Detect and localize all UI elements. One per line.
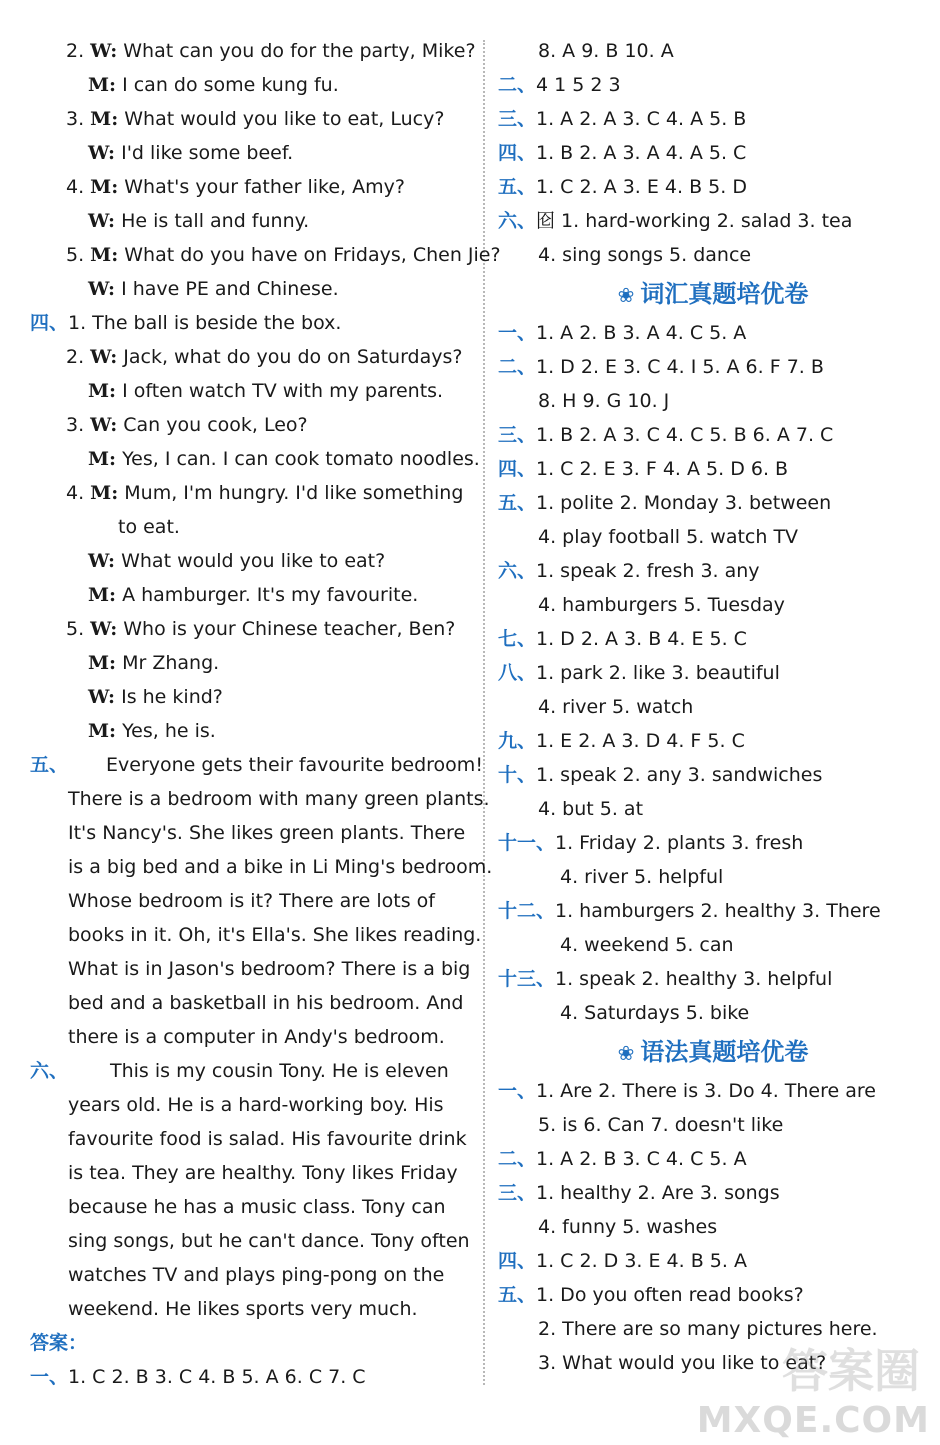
answer-line xyxy=(498,238,928,272)
answer-line xyxy=(498,996,928,1030)
dialog-text: Mum, I'm hungry. I'd like something xyxy=(118,482,464,504)
answer-line xyxy=(498,1244,928,1278)
answer-text: 4. Saturdays 5. bike xyxy=(560,1002,750,1024)
section-number: 五、 xyxy=(498,492,537,514)
section-number: 四、 xyxy=(498,142,537,164)
answer-text: 4. river 5. helpful xyxy=(560,866,724,888)
answer-line xyxy=(498,724,928,758)
answer-text: 1. B 2. A 3. A 4. A 5. C xyxy=(536,142,747,164)
passage-line xyxy=(30,918,482,952)
passage-line xyxy=(30,1088,470,1122)
answer-text: 1. Are 2. There is 3. Do 4. There are xyxy=(536,1080,876,1102)
dialog-text: Who is your Chinese teacher, Ben? xyxy=(117,618,456,640)
passage-text: Whose bedroom is it? There are lots of xyxy=(68,890,435,912)
item-number: 4. xyxy=(66,176,91,198)
answer-text: 1. D 2. E 3. C 4. I 5. A 6. F 7. B xyxy=(536,356,824,378)
answer-line xyxy=(498,1108,928,1142)
answer-line xyxy=(498,1142,928,1176)
section-heading xyxy=(498,272,928,316)
passage-line xyxy=(30,850,493,884)
item-number: 4. xyxy=(66,482,91,504)
paw-icon: ❀ xyxy=(617,283,635,307)
answer-line xyxy=(498,1074,928,1108)
item-number: 5. xyxy=(66,244,91,266)
section-number: 十三、 xyxy=(498,968,556,990)
answer-text: 5. is 6. Can 7. doesn't like xyxy=(538,1114,784,1136)
speaker-label: M: xyxy=(90,482,119,504)
answer-text: 1. speak 2. fresh 3. any xyxy=(536,560,760,582)
section-number: 一、 xyxy=(498,322,537,344)
answer-line xyxy=(498,962,928,996)
speaker-label: M: xyxy=(88,448,117,470)
answer-text: 1. polite 2. Monday 3. between xyxy=(536,492,832,514)
dialog-line xyxy=(30,476,470,510)
dialog-text: What's your father like, Amy? xyxy=(118,176,405,198)
passage-text: There is a bedroom with many green plants. xyxy=(68,788,490,810)
section-number: 五、 xyxy=(30,754,69,776)
dialog-text: What can you do for the party, Mike? xyxy=(117,40,476,62)
speaker-label: M: xyxy=(88,584,117,606)
passage-line xyxy=(30,884,470,918)
answer-line xyxy=(498,1278,928,1312)
dialog-text: Can you cook, Leo? xyxy=(117,414,308,436)
dialog-line xyxy=(30,680,470,714)
dialog-line xyxy=(30,34,476,68)
passage-text: books in it. Oh, it's Ella's. She likes reading. xyxy=(68,924,482,946)
dialog-line xyxy=(30,204,470,238)
dialog-line xyxy=(30,238,501,272)
dialog-line xyxy=(30,170,470,204)
answer-line xyxy=(498,204,928,238)
speaker-label: W: xyxy=(88,210,116,232)
dialog-text: A hamburger. It's my favourite. xyxy=(116,584,419,606)
answer-text: 1. E 2. A 3. D 4. F 5. C xyxy=(536,730,745,752)
answer-line xyxy=(498,622,928,656)
dialog-line xyxy=(30,374,470,408)
dialog-line xyxy=(30,136,470,170)
dialog-text: He is tall and funny. xyxy=(115,210,310,232)
dialog-text: I'd like some beef. xyxy=(115,142,294,164)
dialog-text: I often watch TV with my parents. xyxy=(116,380,444,402)
dialog-line xyxy=(30,646,470,680)
passage-line xyxy=(30,1054,470,1088)
answer-line xyxy=(498,860,928,894)
watermark: MXQE.COM xyxy=(696,1400,930,1441)
section-number: 五、 xyxy=(498,1284,537,1306)
section-number: 十一、 xyxy=(498,832,556,854)
section-number: 一、 xyxy=(498,1080,537,1102)
passage-text: watches TV and plays ping-pong on the xyxy=(68,1264,445,1286)
answer-text: 1. A 2. B 3. A 4. C 5. A xyxy=(536,322,747,344)
answer-text: 1. healthy 2. Are 3. songs xyxy=(536,1182,780,1204)
section-number: 二、 xyxy=(498,356,537,378)
dialog-text: Mr Zhang. xyxy=(116,652,220,674)
section-number: 一、 xyxy=(30,1366,69,1388)
passage-text: sing songs, but he can't dance. Tony often xyxy=(68,1230,470,1252)
dialog-line xyxy=(30,68,470,102)
answer-text: 1. D 2. A 3. B 4. E 5. C xyxy=(536,628,747,650)
passage-text: This is my cousin Tony. He is eleven xyxy=(110,1060,449,1082)
dialog-text: I have PE and Chinese. xyxy=(115,278,339,300)
answers-label-text: 答案： xyxy=(30,1332,88,1354)
speaker-label: M: xyxy=(88,380,117,402)
answer-text: 4. but 5. at xyxy=(538,798,644,820)
section-number: 三、 xyxy=(498,1182,537,1204)
section-4-first-line xyxy=(30,306,470,340)
item-number: 2. xyxy=(66,40,91,62)
answer-text: 1. A 2. B 3. C 4. C 5. A xyxy=(536,1148,747,1170)
dialog-text: Jack, what do you do on Saturdays? xyxy=(117,346,463,368)
passage-line xyxy=(30,1258,470,1292)
dialog-line xyxy=(30,714,470,748)
line-text: 1. The ball is beside the box. xyxy=(68,312,342,334)
answer-line xyxy=(498,418,928,452)
passage-line xyxy=(30,1156,470,1190)
passage-text: is a big bed and a bike in Li Ming's bedroom. xyxy=(68,856,493,878)
heading-text: 词汇真题培优卷 xyxy=(640,280,809,308)
answer-line xyxy=(498,690,928,724)
answer-text: 1. speak 2. any 3. sandwiches xyxy=(536,764,823,786)
left-column xyxy=(30,34,501,1394)
answer-line xyxy=(498,68,928,102)
answer-text: 1. C 2. A 3. E 4. B 5. D xyxy=(536,176,747,198)
speaker-label: M: xyxy=(88,74,117,96)
passage-line xyxy=(30,782,490,816)
answer-text: 4. river 5. watch xyxy=(538,696,694,718)
answers-label xyxy=(30,1326,470,1360)
answer-line xyxy=(498,554,928,588)
answers-line xyxy=(30,1360,470,1394)
passage-line xyxy=(30,1292,470,1326)
dialog-text: to eat. xyxy=(118,516,180,538)
speaker-label: M: xyxy=(90,244,119,266)
passage-text: favourite food is salad. His favourite drink xyxy=(68,1128,467,1150)
dialog-line xyxy=(30,612,470,646)
section-number: 十二、 xyxy=(498,900,556,922)
section-number: 六、 xyxy=(498,210,537,232)
answer-line xyxy=(498,792,928,826)
section-number: 二、 xyxy=(498,1148,537,1170)
section-number: 三、 xyxy=(498,424,537,446)
speaker-label: M: xyxy=(88,720,117,742)
section-number: 四、 xyxy=(498,1250,537,1272)
speaker-label: W: xyxy=(90,346,118,368)
answer-line xyxy=(498,34,928,68)
dialog-text: I can do some kung fu. xyxy=(116,74,339,96)
answer-text: 1. speak 2. healthy 3. helpful xyxy=(555,968,833,990)
answer-line xyxy=(498,384,928,418)
speaker-label: W: xyxy=(88,686,116,708)
answer-text: 1. hamburgers 2. healthy 3. There xyxy=(555,900,881,922)
answer-text: 3. What would you like to eat? xyxy=(538,1352,827,1374)
answer-line xyxy=(498,588,928,622)
dialog-line xyxy=(30,510,470,544)
passage-line xyxy=(30,952,470,986)
passage-text: weekend. He likes sports very much. xyxy=(68,1298,418,1320)
dialog-line xyxy=(30,578,470,612)
section-number: 八、 xyxy=(498,662,537,684)
dialog-text: Yes, he is. xyxy=(116,720,216,742)
speaker-label: M: xyxy=(88,652,117,674)
passage-line xyxy=(30,816,470,850)
passage-text: bed and a basketball in his bedroom. And xyxy=(68,992,464,1014)
speaker-label: W: xyxy=(88,278,116,300)
answer-line xyxy=(498,170,928,204)
section-number: 九、 xyxy=(498,730,537,752)
dialog-line xyxy=(30,544,470,578)
dialog-text: What would you like to eat, Lucy? xyxy=(118,108,445,130)
answer-text: 1. B 2. A 3. C 4. C 5. B 6. A 7. C xyxy=(536,424,834,446)
speaker-label: W: xyxy=(90,40,118,62)
answer-text: 4. play football 5. watch TV xyxy=(538,526,799,548)
watermark-logo: 答案圈 xyxy=(782,1344,920,1398)
answer-line xyxy=(498,656,928,690)
passage-text: because he has a music class. Tony can xyxy=(68,1196,446,1218)
section-heading xyxy=(498,1030,928,1074)
passage-text: What is in Jason's bedroom? There is a big xyxy=(68,958,471,980)
section-number: 六、 xyxy=(30,1060,69,1082)
answer-line xyxy=(498,452,928,486)
item-number: 5. xyxy=(66,618,91,640)
right-column xyxy=(498,34,928,1380)
passage-line xyxy=(30,986,470,1020)
speaker-label: M: xyxy=(90,176,119,198)
dialog-line xyxy=(30,340,470,374)
speaker-label: M: xyxy=(90,108,119,130)
passage-line xyxy=(30,1190,470,1224)
speaker-label: W: xyxy=(88,550,116,572)
item-number: 3. xyxy=(66,414,91,436)
passage-text: is tea. They are healthy. Tony likes Friday xyxy=(68,1162,458,1184)
passage-line xyxy=(30,1122,470,1156)
answer-line xyxy=(498,928,928,962)
paw-icon: ❀ xyxy=(617,1041,635,1065)
dialog-line xyxy=(30,272,470,306)
answer-line xyxy=(498,350,928,384)
answer-text: 1. park 2. like 3. beautiful xyxy=(536,662,780,684)
dialog-text: What would you like to eat? xyxy=(115,550,386,572)
answer-text: 4. funny 5. washes xyxy=(538,1216,718,1238)
dialog-line xyxy=(30,102,470,136)
answer-text: 8. H 9. G 10. J xyxy=(538,390,670,412)
passage-line xyxy=(30,748,483,782)
answer-line xyxy=(498,1176,928,1210)
passage-text: It's Nancy's. She likes green plants. There xyxy=(68,822,466,844)
speaker-label: W: xyxy=(90,414,118,436)
answer-text: 4 1 5 2 3 xyxy=(536,74,621,96)
dialog-line xyxy=(30,408,470,442)
answer-text: 4. hamburgers 5. Tuesday xyxy=(538,594,785,616)
section-number: 六、 xyxy=(498,560,537,582)
answer-text: 4. sing songs 5. dance xyxy=(538,244,752,266)
answer-line xyxy=(498,1210,928,1244)
answer-line xyxy=(498,102,928,136)
answer-line xyxy=(498,758,928,792)
passage-line xyxy=(30,1224,470,1258)
answer-text: 1. A 2. A 3. C 4. A 5. B xyxy=(536,108,747,130)
answer-line xyxy=(498,136,928,170)
answer-text: 1. C 2. D 3. E 4. B 5. A xyxy=(536,1250,747,1272)
answer-text: 囵 1. hard-working 2. salad 3. tea xyxy=(536,210,853,232)
dialog-text: Is he kind? xyxy=(115,686,223,708)
answer-text: 4. weekend 5. can xyxy=(560,934,734,956)
answer-text: 1. C 2. E 3. F 4. A 5. D 6. B xyxy=(536,458,789,480)
passage-text: years old. He is a hard-working boy. His xyxy=(68,1094,444,1116)
dialog-text: What do you have on Fridays, Chen Jie? xyxy=(118,244,501,266)
dialog-line xyxy=(30,442,480,476)
dialog-text: Yes, I can. I can cook tomato noodles. xyxy=(116,448,480,470)
answer-line xyxy=(498,316,928,350)
passage-text: there is a computer in Andy's bedroom. xyxy=(68,1026,445,1048)
section-number: 四、 xyxy=(30,312,69,334)
answer-line xyxy=(498,826,928,860)
answer-text: 8. A 9. B 10. A xyxy=(538,40,674,62)
speaker-label: W: xyxy=(90,618,118,640)
answer-text: 1. C 2. B 3. C 4. B 5. A 6. C 7. C xyxy=(68,1366,366,1388)
section-number: 七、 xyxy=(498,628,537,650)
answer-line xyxy=(498,486,928,520)
answer-text: 1. Friday 2. plants 3. fresh xyxy=(555,832,804,854)
section-number: 十、 xyxy=(498,764,537,786)
heading-text: 语法真题培优卷 xyxy=(640,1038,809,1066)
answer-text: 2. There are so many pictures here. xyxy=(538,1318,878,1340)
item-number: 3. xyxy=(66,108,91,130)
section-number: 五、 xyxy=(498,176,537,198)
answer-line xyxy=(498,894,928,928)
item-number: 2. xyxy=(66,346,91,368)
answer-line xyxy=(498,520,928,554)
speaker-label: W: xyxy=(88,142,116,164)
section-number: 三、 xyxy=(498,108,537,130)
answer-text: 1. Do you often read books? xyxy=(536,1284,804,1306)
section-number: 二、 xyxy=(498,74,537,96)
section-number: 四、 xyxy=(498,458,537,480)
passage-text: Everyone gets their favourite bedroom! xyxy=(106,754,483,776)
passage-line xyxy=(30,1020,470,1054)
